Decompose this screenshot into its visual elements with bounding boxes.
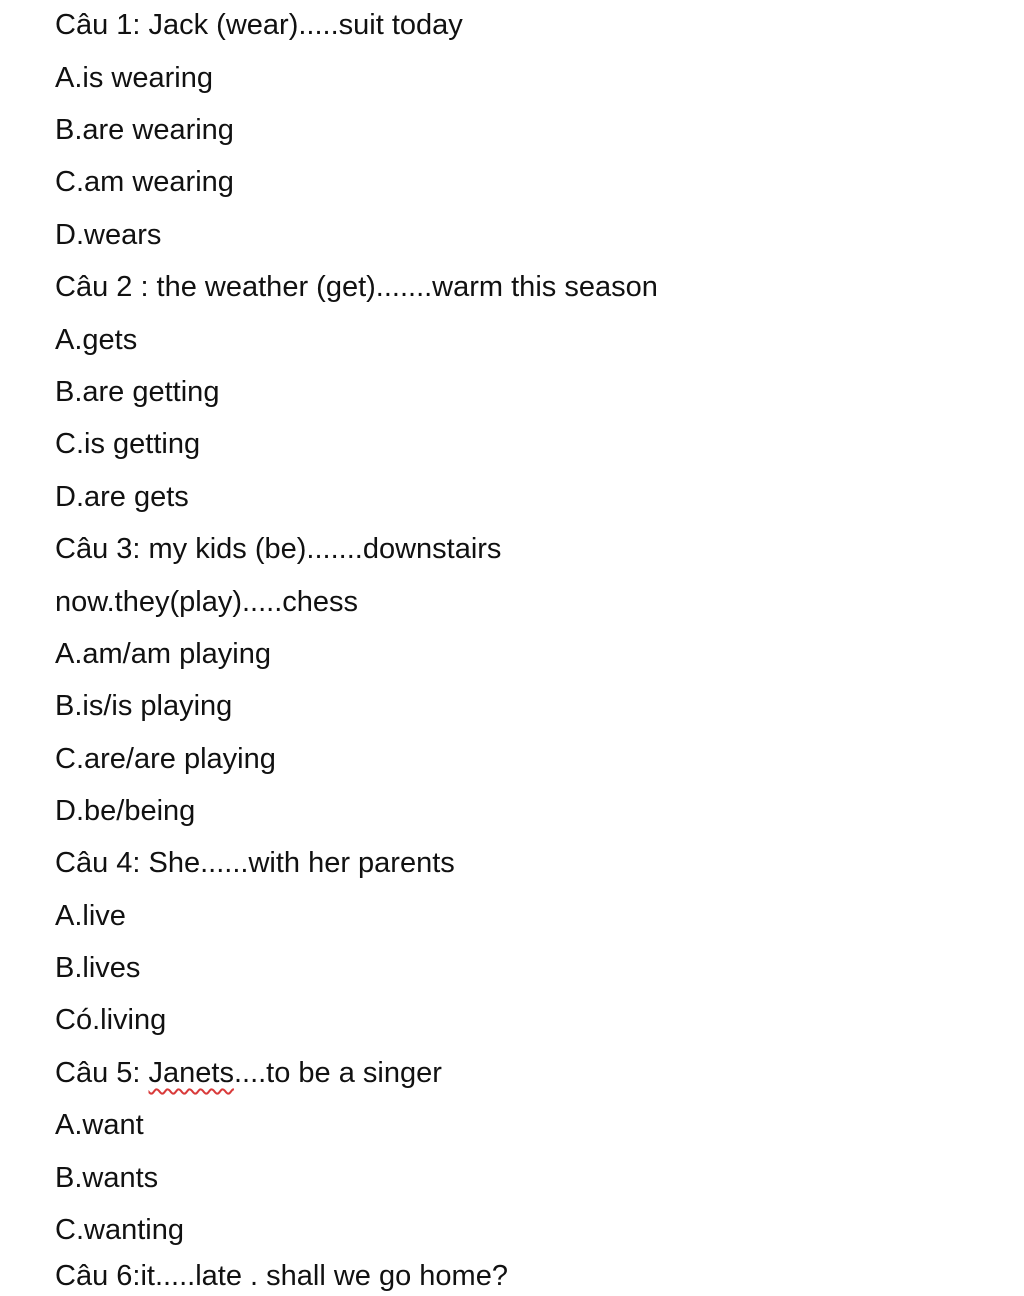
question-3-continuation: now.they(play).....chess xyxy=(55,586,359,618)
q5-option-b: B.wants xyxy=(55,1162,159,1194)
q3-option-c: C.are/are playing xyxy=(55,743,276,775)
question-3: Câu 3: my kids (be).......downstairs xyxy=(55,533,502,565)
q3-option-b: B.is/is playing xyxy=(55,690,233,722)
q3-option-a: A.am/am playing xyxy=(55,638,271,670)
q5-option-c: C.wanting xyxy=(55,1214,184,1246)
q1-option-d: D.wears xyxy=(55,219,162,251)
q2-option-c: C.is getting xyxy=(55,428,201,460)
q1-option-c: C.am wearing xyxy=(55,166,234,198)
question-2: Câu 2 : the weather (get).......warm this season xyxy=(55,271,658,303)
question-1: Câu 1: Jack (wear).....suit today xyxy=(55,9,463,41)
question-6-partial: Câu 6:it.....late . shall we go home? xyxy=(55,1260,508,1292)
q1-option-b: B.are wearing xyxy=(55,114,234,146)
question-5-prefix: Câu 5: xyxy=(55,1057,149,1089)
q5-option-a: A.want xyxy=(55,1109,144,1141)
q4-option-b: B.lives xyxy=(55,952,141,984)
q1-option-a: A.is wearing xyxy=(55,62,213,94)
q4-option-c: Có.living xyxy=(55,1004,167,1036)
question-5-suffix: ....to be a singer xyxy=(233,1057,442,1089)
question-5 xyxy=(55,1053,442,1093)
q2-option-d: D.are gets xyxy=(55,481,189,513)
spellcheck-flagged-word[interactable]: Janets xyxy=(148,1057,234,1089)
q4-option-a: A.live xyxy=(55,900,126,932)
question-4: Câu 4: She......with her parents xyxy=(55,847,455,879)
q2-option-a: A.gets xyxy=(55,324,138,356)
q3-option-d: D.be/being xyxy=(55,795,196,827)
q2-option-b: B.are getting xyxy=(55,376,220,408)
